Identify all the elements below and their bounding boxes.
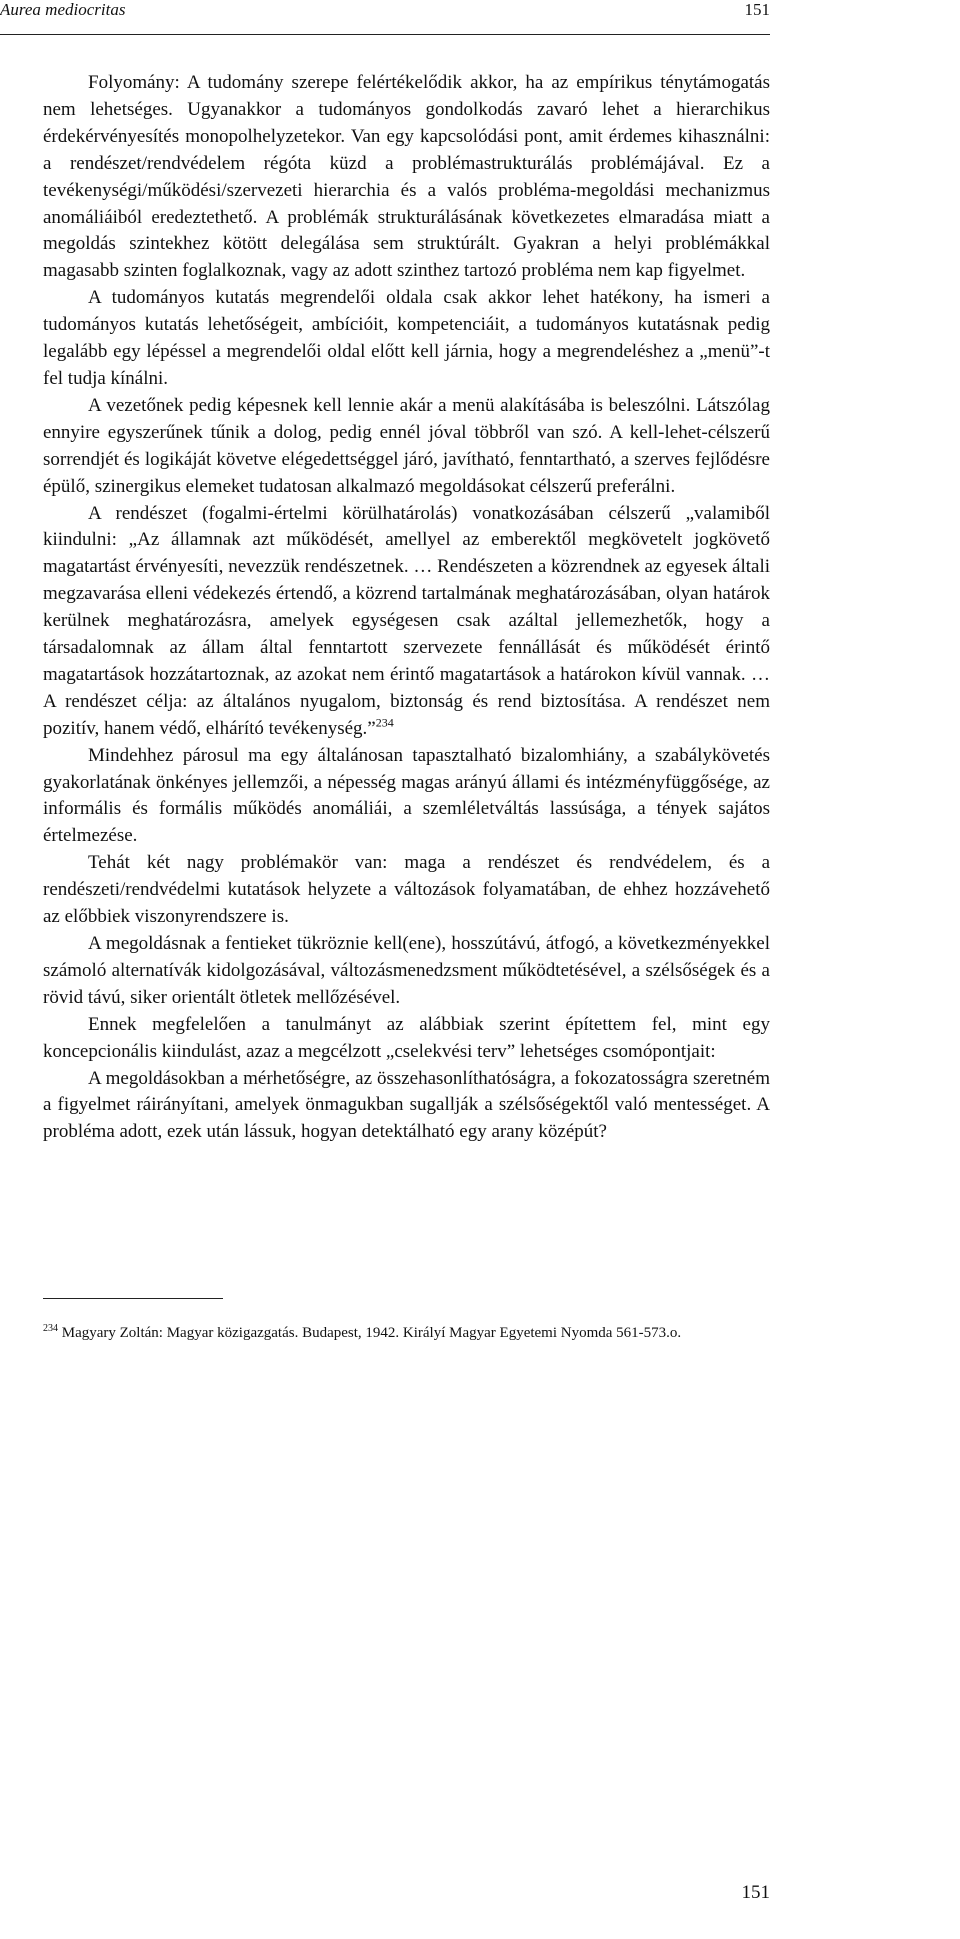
footnote-number: 234 [43, 1323, 58, 1334]
paragraph-5: Mindehhez párosul ma egy általánosan tapasztalható bizalomhiány, a szabálykövetés gyakorlatának önkényes jellemzői, a népesség magas arányú állami és intézményfüggősége, az informális és formális működés anomáliái, a szemléletváltás lassúsága, a tények sajátos értelmezése. [43, 744, 770, 847]
paragraph-9: A megoldásokban a mérhetőségre, az összehasonlíthatóságra, a fokozatosságra szeretném a figyelmet ráirányítani, amelyek önmagukban sugallják a szélsőségektől való mentességet. A probléma adott, ezek után lássuk, hogyan detektálható egy arany középút? [43, 1067, 770, 1143]
footnote-divider [43, 1298, 223, 1299]
paragraph-7: A megoldásnak a fentieket tükröznie kell(ene), hosszútávú, átfogó, a következményekkel számoló alternatívák kidolgozásával, változásmenedzsment működtetésével, a szélsőségek és a rövid távú, siker orientált ötletek mellőzésével. [43, 933, 770, 1008]
header-page-number: 151 [744, 0, 770, 19]
paragraph-8: Ennek megfelelően a tanulmányt az alábbiak szerint építettem fel, mint egy koncepcionális kiindulást, azaz a megcélzott „cselekvési terv” lehetséges csomópontjait: [43, 1013, 770, 1062]
paragraph-2: A tudományos kutatás megrendelői oldala csak akkor lehet hatékony, ha ismeri a tudományos kutatás lehetőségeit, ambícióit, kompetenciáit, a tudományos kutatásnak pedig legalább egy lépéssel a megrendelői oldal előtt kell járnia, hogy a megrendeléshez a „menü”-t fel tudja kínálni. [43, 287, 770, 389]
body-text [43, 70, 770, 1146]
footnote-reference[interactable]: 234 [375, 715, 394, 730]
paragraph-3: A vezetőnek pedig képesnek kell lennie akár a menü alakításába is beleszólni. Látszólag ennyire egyszerűnek tűnik a dolog, pedig ennél jóval többről van szó. A kell-lehet-célszerű sorrendjét és logikáját követve elégedettséggel járó, javítható, fenntartható, a szerves fejlődésre épülő, szinergikus elemeket tudatosan alkalmazó megoldásokat célszerű preferálni. [43, 394, 770, 497]
paragraph-4 [43, 501, 770, 743]
paragraph-4-text: A rendészet (fogalmi-értelmi körülhatárolás) vonatkozásában célszerű „valamiből kiindulni: „Az államnak azt működését, amellyel az emberektől megkövetelt jogkövető magatartást érvényesíti, nevezzük rendészetnek. … Rendészeten a közrendnek az egyesek általi megzavarása elleni védekezés értendő, a közrend tartalmának meghatározásában, olyan határok kerülnek meghatározásra, amelyek egységesen csak azáltal jellemezhetők, hogy a társadalomnak az állam által fenntartott szervezete fennállását és működését érintő magatartások hozzátartoznak, az azokat nem érintő magatartások a határokon kívül vannak. … A rendészet célja: az általános nyugalom, biztonság és rend biztosítása. A rendészet nem pozitív, hanem védő, elhárító tevékenység.” [43, 502, 770, 739]
footnote [43, 1323, 770, 1343]
paragraph-1: Folyomány: A tudomány szerepe felértékelődik akkor, ha az empírikus ténytámogatás nem lehetséges. Ugyanakkor a tudományos gondolkodás zavaró lehet a hierarchikus érdekérvényesítés monopolhelyzetekor. Van egy kapcsolódási pont, amit érdemes kihasználni: a rendészet/rendvédelem régóta küzd a problémastrukturálás problémájával. Ez a tevékenységi/működési/szervezeti hierarchia és a valós probléma-megoldási mechanizmus anomáliáiból eredeztethető. A problémák strukturálásának következetes elmaradása miatt a megoldás szintekhez kötött delegálása sem struktúrált. Gyakran a helyi problémákkal magasabb szinten foglalkoznak, vagy az adott szinthez tartozó probléma nem kap figyelmet. [43, 72, 770, 282]
paragraph-6: Tehát két nagy problémakör van: maga a rendészet és rendvédelem, és a rendészeti/rendvédelmi kutatások helyzete a változások folyamatában, de ehhez hozzávehető az előbbiek viszonyrendszere is. [43, 852, 770, 928]
header-title: Aurea mediocritas [0, 0, 126, 19]
running-header [0, 0, 770, 35]
footer-page-number: 151 [741, 1882, 770, 1903]
footnote-text: Magyary Zoltán: Magyar közigazgatás. Budapest, 1942. Királyí Magyar Egyetemi Nyomda 561-573.o. [61, 1325, 682, 1341]
